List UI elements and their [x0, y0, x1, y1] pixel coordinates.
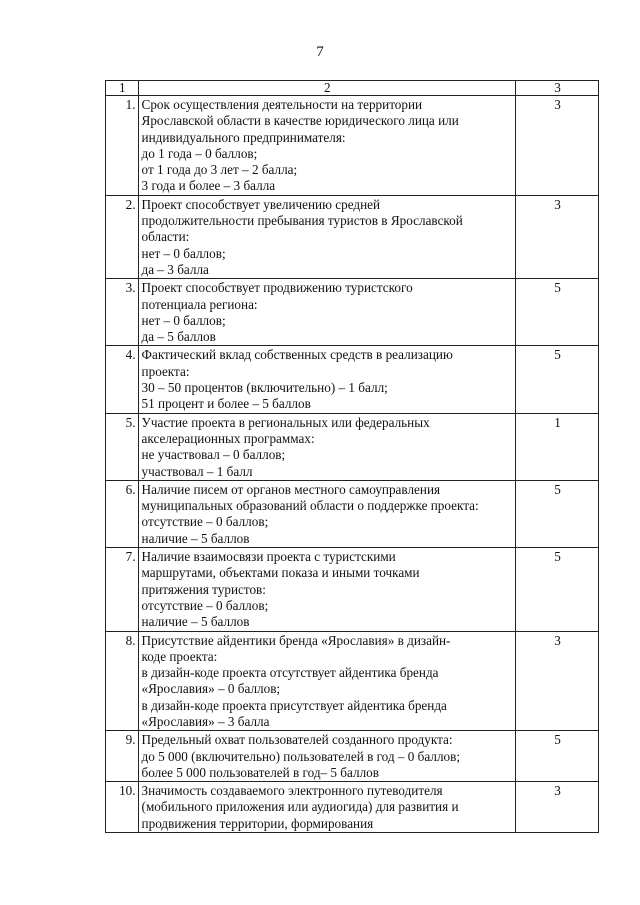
criterion-line: Присутствие айдентики бренда «Ярославия» в дизайн- [141, 632, 451, 648]
table-row [106, 782, 599, 833]
criterion-line: в дизайн-коде проекта присутствует айдентика бренда [141, 697, 447, 713]
criterion-line: Наличие писем от органов местного самоуправления [141, 481, 441, 497]
criterion-line: индивидуального предпринимателя: [141, 129, 346, 145]
criterion-line: «Ярославия» – 3 балла [141, 713, 270, 729]
criteria-table [105, 80, 599, 833]
criterion-line: муниципальных образований области о поддержке проекта: [141, 498, 479, 514]
row-number: 9. [106, 731, 139, 782]
criterion-line: (мобильного приложения или аудиогида) для развития и [141, 799, 459, 815]
criterion-line: продолжительности пребывания туристов в Ярославской [141, 213, 463, 229]
criterion-line: маршрутами, объектами показа и иными точками [141, 565, 420, 581]
criterion-line: продвижения территории, формирования [141, 815, 374, 831]
criterion-line: наличие – 5 баллов [141, 530, 250, 546]
criterion-line: 51 процент и более – 5 баллов [141, 396, 311, 412]
table-row [106, 346, 599, 413]
row-number: 2. [106, 195, 139, 278]
max-score: 5 [516, 279, 599, 346]
table-row [106, 279, 599, 346]
row-number: 7. [106, 548, 139, 631]
max-score: 5 [516, 731, 599, 782]
row-number: 6. [106, 480, 139, 547]
table-row [106, 731, 599, 782]
table-row [106, 548, 599, 631]
max-score: 3 [516, 782, 599, 833]
row-number: 5. [106, 413, 139, 480]
criterion-line: участвовал – 1 балл [141, 463, 253, 479]
criterion-line: наличие – 5 баллов [141, 614, 250, 630]
criterion-text [138, 782, 516, 833]
criterion-line: от 1 года до 3 лет – 2 балла; [141, 162, 298, 178]
criterion-line: Ярославской области в качестве юридического лица или [141, 113, 459, 129]
criterion-line: Проект способствует продвижению туристского [141, 280, 413, 296]
criterion-line: Предельный охват пользователей созданного продукта: [141, 732, 453, 748]
criterion-text [138, 413, 516, 480]
row-number: 8. [106, 631, 139, 731]
max-score: 3 [516, 195, 599, 278]
criterion-line: Фактический вклад собственных средств в реализацию [141, 347, 453, 363]
table-row [106, 480, 599, 547]
criterion-line: «Ярославия» – 0 баллов; [141, 681, 281, 697]
criterion-line: притяжения туристов: [141, 581, 266, 597]
criterion-text [138, 631, 516, 731]
max-score: 1 [516, 413, 599, 480]
table-row [106, 413, 599, 480]
criterion-text [138, 96, 516, 196]
header-cell-1: 1 [106, 81, 139, 96]
max-score: 3 [516, 96, 599, 196]
criterion-text [138, 480, 516, 547]
header-cell-3: 3 [516, 81, 599, 96]
criterion-line: отсутствие – 0 баллов; [141, 597, 269, 613]
criterion-text [138, 731, 516, 782]
row-number: 1. [106, 96, 139, 196]
max-score: 5 [516, 548, 599, 631]
criterion-line: области: [141, 229, 190, 245]
criterion-line: отсутствие – 0 баллов; [141, 514, 269, 530]
criterion-line: нет – 0 баллов; [141, 312, 226, 328]
criterion-line: Наличие взаимосвязи проекта с туристскими [141, 549, 396, 565]
criterion-line: проекта: [141, 363, 190, 379]
row-number: 3. [106, 279, 139, 346]
max-score: 5 [516, 480, 599, 547]
criterion-line: в дизайн-коде проекта отсутствует айдентика бренда [141, 665, 439, 681]
criterion-line: потенциала региона: [141, 296, 258, 312]
criterion-text [138, 195, 516, 278]
criterion-line: Проект способствует увеличению средней [141, 196, 381, 212]
max-score: 5 [516, 346, 599, 413]
criterion-line: коде проекта: [141, 648, 218, 664]
row-number: 10. [106, 782, 139, 833]
criterion-line: до 5 000 (включительно) пользователей в год – 0 баллов; [141, 748, 461, 764]
table-header-row [106, 81, 599, 96]
criterion-line: не участвовал – 0 баллов; [141, 447, 286, 463]
max-score: 3 [516, 631, 599, 731]
table-row [106, 631, 599, 731]
criterion-line: 30 – 50 процентов (включительно) – 1 балл; [141, 380, 388, 396]
table-row [106, 96, 599, 196]
page-number: 7 [316, 44, 324, 60]
criterion-line: да – 3 балла [141, 261, 209, 277]
criterion-line: более 5 000 пользователей в год– 5 баллов [141, 764, 379, 780]
criterion-text [138, 279, 516, 346]
row-number: 4. [106, 346, 139, 413]
table-row [106, 195, 599, 278]
criterion-line: Участие проекта в региональных или федеральных [141, 414, 430, 430]
criterion-line: да – 5 баллов [141, 329, 216, 345]
criterion-line: Срок осуществления деятельности на территории [141, 97, 423, 112]
criterion-text [138, 346, 516, 413]
criterion-text [138, 548, 516, 631]
criterion-line: до 1 года – 0 баллов; [141, 145, 258, 161]
criterion-line: 3 года и более – 3 балла [141, 178, 276, 194]
criterion-line: нет – 0 баллов; [141, 245, 226, 261]
criterion-line: Значимость создаваемого электронного путеводителя [141, 783, 443, 799]
criterion-line: акселерационных программах: [141, 430, 315, 446]
header-cell-2: 2 [138, 81, 516, 96]
